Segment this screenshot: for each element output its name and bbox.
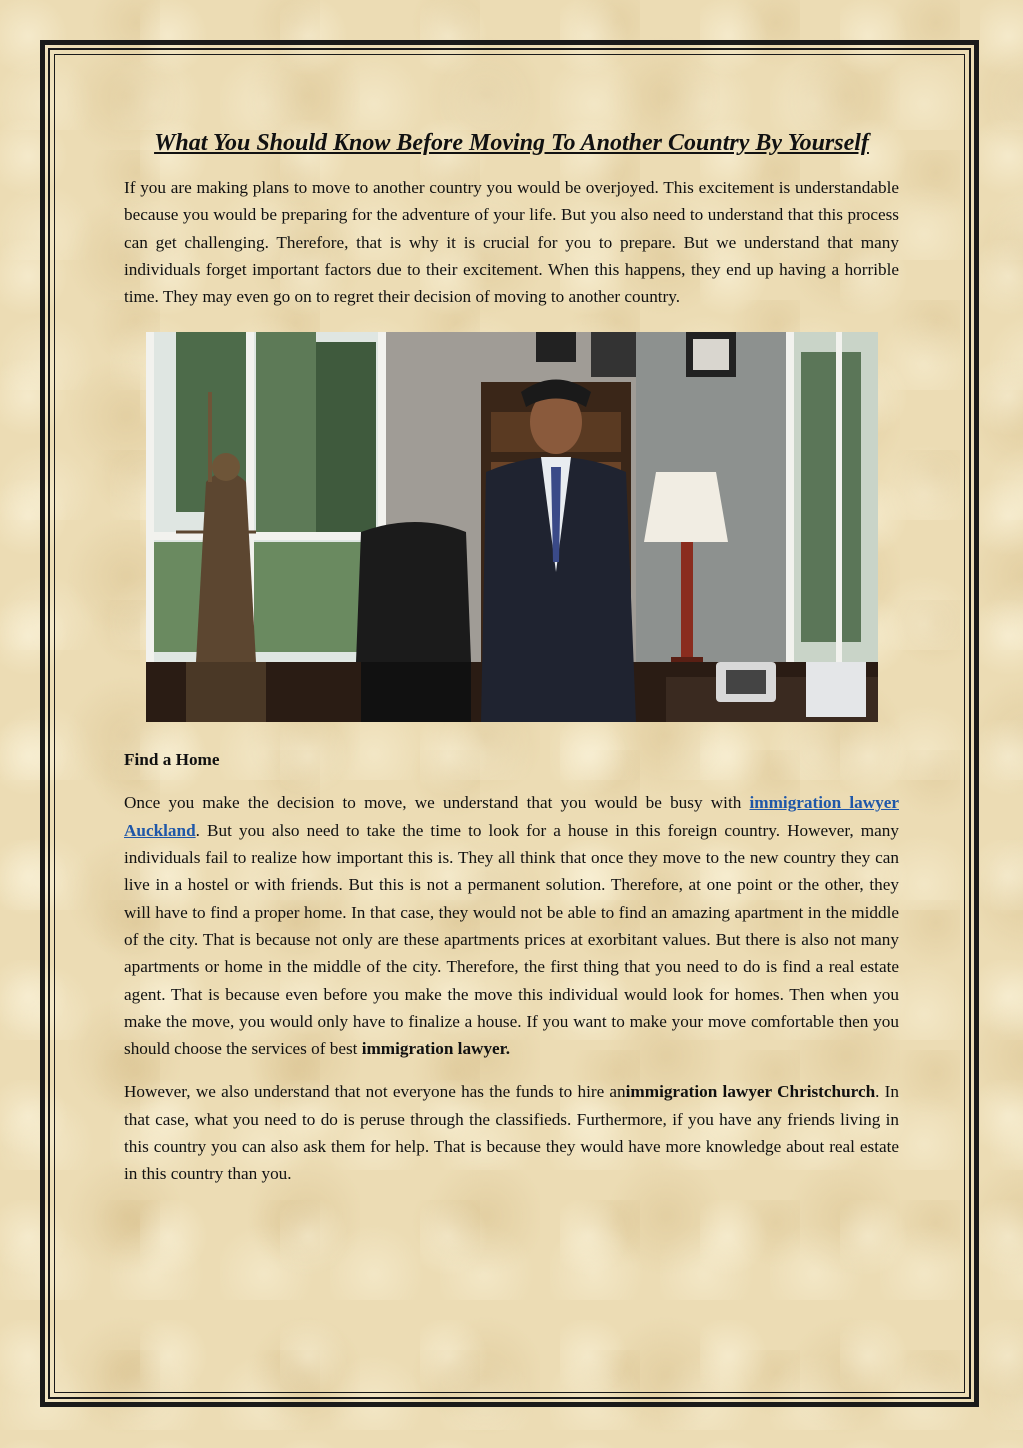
article-title: What You Should Know Before Moving To Another Country By Yourself [154,130,869,156]
find-home-paragraph [124,789,899,1062]
office-photo [146,332,878,722]
section-heading: Find a Home [124,750,220,770]
bold-keyword: immigration lawyer. [361,1039,511,1059]
immigration-lawyer-auckland-link[interactable]: immigration lawyer Auckland [124,793,899,840]
paragraph-text: . In that case, what you need to do is peruse through the classifieds. Furthermore, if you have any friends living in this country you can also ask them for help. That is because they would have more knowledge about real estate in this country than you. [124,1082,899,1184]
paragraph-text: However, we also understand that not everyone has the funds to hire an [124,1082,626,1102]
intro-paragraph: If you are making plans to move to another country you would be overjoyed. This excitement is understandable because you would be preparing for the adventure of your life. But you also need to understand that this process can get challenging. Therefore, that is why it is crucial for you to prepare. But we understand that many individuals forget important factors due to their excitement. When this happens, they end up having a horrible time. They may even go on to regret their decision of moving to another country. [124,178,899,307]
paragraph-text: . But you also need to take the time to look for a house in this foreign country. However, many individuals fail to realize how important this is. They all think that once they move to the new country they can live in a hostel or with friends. But this is not a permanent solution. Therefore, at one point or the other, they will have to find a proper home. In that case, they would not be able to find an amazing apartment in the middle of the city. That is because not only are these apartments prices at exorbitant values. But there is also not many apartments or home in the middle of the city. Therefore, the first thing that you need to do is find a real estate agent. That is because even before you make the move this individual would look for homes. Then when you make the move, you would only have to finalize a house. If you want to make your move comfortable then you should choose the services of best [124,820,899,1059]
paragraph-text: Once you make the decision to move, we understand that you would be busy with [124,793,750,813]
classifieds-paragraph [124,1078,899,1187]
bold-keyword: immigration lawyer Christchurch [625,1082,876,1102]
article [124,126,899,1204]
